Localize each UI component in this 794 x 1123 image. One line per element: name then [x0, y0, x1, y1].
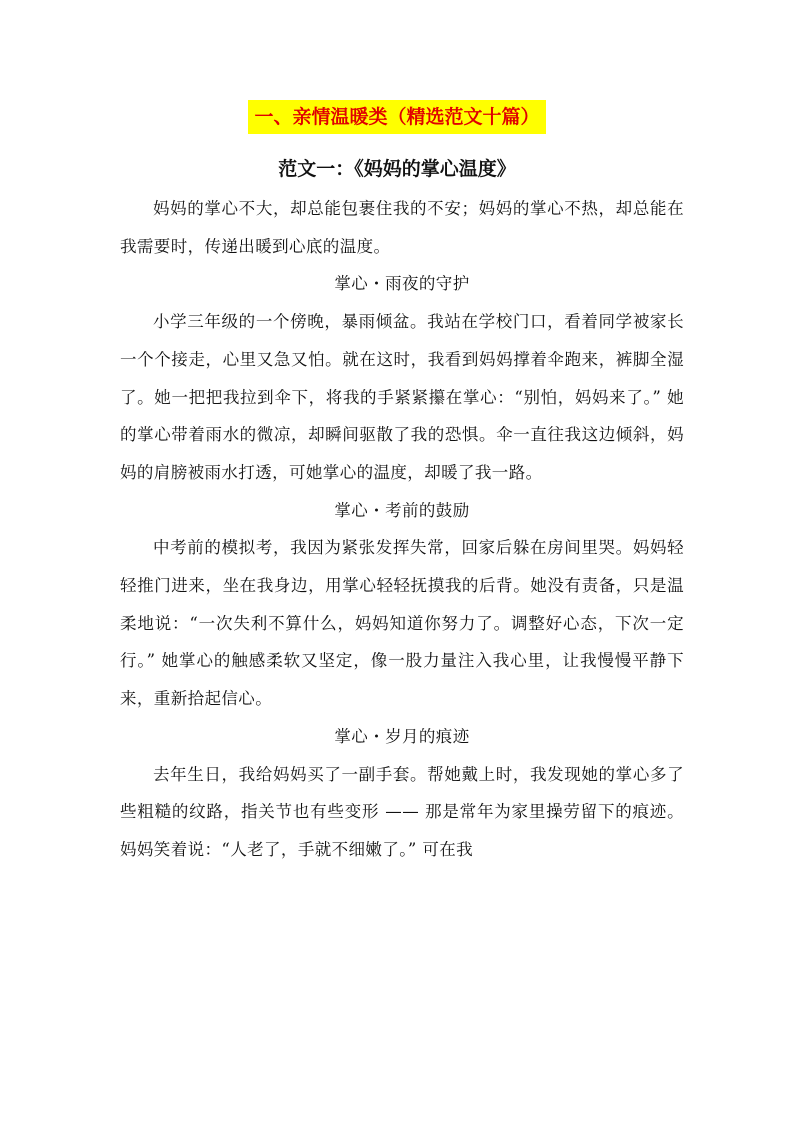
subheading-traces-of-time: 掌心・岁月的痕迹: [334, 726, 470, 746]
section-title-highlight: 一、亲情温暖类（精选范文十篇）: [248, 100, 545, 134]
essay-body: [120, 190, 684, 869]
essay-title: 范文一：《妈妈的掌心温度》: [278, 158, 516, 180]
paragraph-rainy-night: 小学三年级的一个傍晚，暴雨倾盆。我站在学校门口，看着同学被家长一个个接走，心里又急又怕。就在这时，我看到妈妈撑着伞跑来，裤脚全湿了。她一把把我拉到伞下，将我的手紧紧攥在掌心：“别怕，妈妈来了。” 她的掌心带着雨水的微凉，却瞬间驱散了我的恐惧。伞一直往我这边倾斜，妈妈的肩膀被雨水打透，可她掌心的温度，却暖了我一路。: [120, 312, 684, 482]
subheading-rainy-night: 掌心・雨夜的守护: [334, 274, 470, 294]
intro-paragraph: 妈妈的掌心不大，却总能包裹住我的不安；妈妈的掌心不热，却总能在我需要时，传递出暖到心底的温度。: [120, 199, 684, 256]
paragraph-traces-of-time: 去年生日，我给妈妈买了一副手套。帮她戴上时，我发现她的掌心多了些粗糙的纹路，指关节也有些变形 —— 那是常年为家里操劳留下的痕迹。妈妈笑着说：“人老了，手就不细嫩了。” 可在我: [120, 764, 684, 859]
subheading-exam-encouragement: 掌心・考前的鼓励: [334, 500, 470, 520]
paragraph-exam-encouragement: 中考前的模拟考，我因为紧张发挥失常，回家后躲在房间里哭。妈妈轻轻推门进来，坐在我身边，用掌心轻轻抚摸我的后背。她没有责备，只是温柔地说：“一次失利不算什么，妈妈知道你努力了。调整好心态，下次一定行。” 她掌心的触感柔软又坚定，像一股力量注入我心里，让我慢慢平静下来，重新拾起信心。: [120, 538, 684, 709]
section-title: [0, 100, 794, 134]
